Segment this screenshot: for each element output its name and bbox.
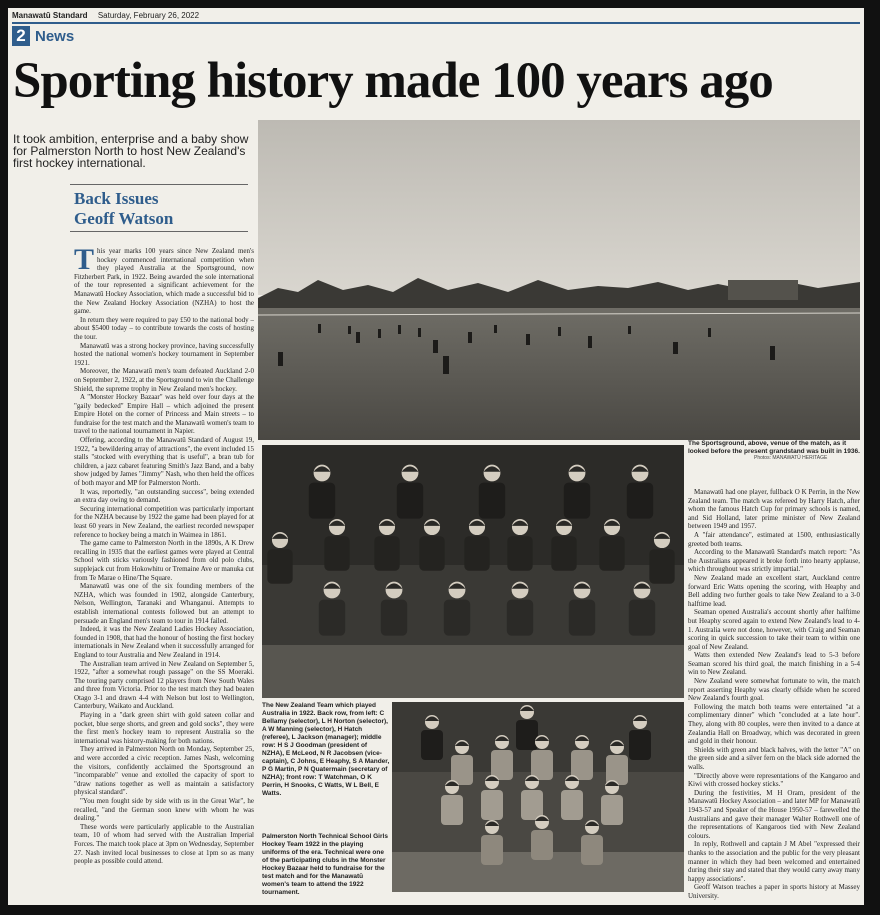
- article-paragraph: Offering, according to the Manawatū Standard of August 19, 1922, "a bewildering array of attractions", the event included 15 stalls "stocked with everything that is useful", a bran tub for children, a jazz cabaret featuring Smith's Jazz Band, and a baby show judged by James "Jimmy" Nash, who then held the offices of both mayor and MP for Palmerston North.: [74, 436, 254, 488]
- girls-team-image: [392, 702, 684, 892]
- article-paragraph: "Directly above were representations of the Kangaroo and Kiwi with crossed hockey sticks.": [688, 771, 860, 789]
- sportsground-caption: The Sportsground, above, venue of the match, as it looked before the present grandstand was built in 1936.: [688, 440, 860, 455]
- article-paragraph: New Zealand made an excellent start, Auckland centre forward Eric Watts opening the scoring, with Heaphy and Bell adding two further goals to take New Zealand to a 3-0 halftime lead.: [688, 573, 860, 608]
- column-rule-top: [70, 184, 248, 185]
- article-paragraph: According to the Manawatū Standard's match report: "As the Australians appeared it broke forth into hearty applause, which throughout was strictly impartial.": [688, 548, 860, 574]
- column-rule-bottom: [70, 231, 248, 232]
- article-paragraph: Moreover, the Manawatū men's team defeated Auckland 2-0 on September 2, 1922, at the Sportsground to win the Challenge Shield, the supreme trophy in New Zealand men's hockey.: [74, 367, 254, 393]
- masthead: [12, 11, 207, 20]
- article-paragraph: The Australian team arrived in New Zealand on September 5, 1922, "after a somewhat rough passage" on the SS Moeraki. The touring party comprised 12 players from New South Wales and three from Victoria. Prior to the test match they had beaten Otago 3-1 and drawn 4-4 with Nelson but lost to Wellington, Canterbury, Waikato and Auckland.: [74, 659, 254, 711]
- article-paragraph: Following the match both teams were entertained "at a complimentary dinner" which "concluded at a late hour". They, along with 80 couples, were then invited to a dance at Zealandia Hall on Broadway, which was decorated in green and gold in their honour.: [688, 702, 860, 746]
- nz-team-image: [262, 445, 684, 698]
- section-number: 2: [12, 26, 30, 46]
- nz-team-photo: [262, 445, 684, 698]
- girls-team-caption: Palmerston North Technical School Girls Hockey Team 1922 in the playing uniforms of the era. Technical were one of the participating clubs in the Monster Hockey Bazaar held to fundraise for the test match and for the Manawatū women's team to attend the 1922 tournament.: [262, 833, 388, 896]
- photo-credit: Photos: MANAWATŪ HERITAGE: [754, 455, 828, 461]
- column-title: Back Issues: [74, 189, 159, 208]
- sportsground-image: [258, 120, 860, 440]
- article-paragraph: The game came to Palmerston North in the 1890s, A K Drew recalling in 1935 that the earliest games were played at Central School with sticks variously fashioned from old polo clubs, supplejack cut from Hokowhitu or Tremaine Ave or manuka cut from Te Marae o Hine/The Square.: [74, 539, 254, 582]
- article-paragraph: Watts then extended New Zealand's lead to 5-3 before Seaman scored his third goal, the match finishing in a 5-4 win to New Zealand.: [688, 651, 860, 677]
- girls-team-photo: [392, 702, 684, 892]
- article-paragraph: These words were particularly applicable to the Australian team, 10 of whom had served with the Australian Imperial Forces. The match took place at 3pm on Wednesday, September 27. Nash invited local businesses to close at 1pm so as many people as possible could attend.: [74, 822, 254, 866]
- article-body-right: [688, 488, 860, 900]
- article-paragraph: In return they were required to pay £50 to the national body – about $5400 today – to contribute towards the costs of hosting the tour.: [74, 315, 254, 341]
- article-paragraph: Shields with green and black halves, with the letter "A" on the green side and a silver fern on the black side adorned the walls.: [688, 745, 860, 771]
- article-paragraph: It was, reportedly, "an outstanding success", being extended an extra day owing to demand.: [74, 487, 254, 505]
- masthead-date: Saturday, February 26, 2022: [97, 11, 200, 20]
- article-body-left: [74, 247, 254, 902]
- article-paragraph: Playing in a "dark green shirt with gold sateen collar and pocket, blue serge shorts, and green and gold socks", they were the first men's hockey team to represent Australia so the international was history-making for both nations.: [74, 711, 254, 745]
- article-paragraph: During the festivities, M H Oram, president of the Manawatū Hockey Association – and later MP for Manawatū 1943-57 and Speaker of the House 1950-57 – farewelled the Australians and gave their manager Walter Rothwell one of the representations of Kangaroos tied with New Zealand colours.: [688, 788, 860, 840]
- nz-team-caption: The New Zealand Team which played Australia in 1922. Back row, from left: C Bellamy (selector), L H Norton (selector), A W Manning (selector), H Hatch (referee), L Jackson (manager); middle row: H S J Goodman (president of NZHA), E McLeod, N R Jacobsen (vice-captain), C Johns, E Heaphy, S A Mander, P G Martin, P N Quatermain (secretary of NZHA); front row: T Watchman, O K Perrin, H Snooks, C Watts, W L Bell, E Watts.: [262, 702, 390, 797]
- standfirst: It took ambition, enterprise and a baby show for Palmerston North to host New Zealand's first hockey international.: [13, 132, 249, 170]
- article-paragraph: This year marks 100 years since New Zealand men's hockey commenced international competition when they played Australia at the Sportsground, now Fitzherbert Park, in 1922. Being awarded the sole international of the tour represented a significant achievement for the Manawatū Hockey Association, which made a successful bid to the New Zealand Hockey Association (NZHA) to host the game.: [74, 247, 254, 316]
- newspaper-page: [8, 8, 864, 905]
- article-paragraph: Manawatū was a strong hockey province, having successfully hosted the national women's hockey tournament in September 1921.: [74, 341, 254, 367]
- sportsground-photo: [258, 120, 860, 440]
- page-headline: Sporting history made 100 years ago: [13, 53, 773, 109]
- article-paragraph: They arrived in Palmerston North on Monday, September 25, and were accorded a civic reception. James Nash, welcoming the visitors, confidently acclaimed the Sportsground an "incomparable" venue and extolled the capacity of sport to "draw nations together as well as maintain a satisfactory physical standard".: [74, 745, 254, 797]
- article-paragraph: Securing international competition was particularly important for the NZHA because by 1922 the game had been played for at least 60 years in New Zealand, the earliest recorded newspaper reference to hockey being a match in Waimea in 1861.: [74, 504, 254, 539]
- article-paragraph: New Zealand were somewhat fortunate to win, the match report asserting Heaphy was clearly offside when he scored New Zealand's fourth goal.: [688, 677, 860, 703]
- article-paragraph: In reply, Rothwell and captain J M Abel "expressed their thanks to the association and the public for the very pleasant manner in which they had been welcomed and entertained during their stay and stated that they would carry away many happy associations".: [688, 840, 860, 883]
- article-paragraph: Geoff Watson teaches a paper in sports history at Massey University.: [688, 883, 860, 900]
- masthead-paper: Manawatū Standard: [12, 11, 88, 20]
- article-paragraph: Seaman opened Australia's account shortly after halftime but Heaphy scored again to extend New Zealand's lead to 4-1. Australia were not done, however, with Craig and Seaman scoring in quick succession to take their team to within one goal of New Zealand.: [688, 608, 860, 651]
- drop-cap: T: [74, 247, 95, 276]
- article-paragraph: A "Monster Hockey Bazaar" was held over four days at the "gaily bedecked" Empire Hall – which adjoined the present Empire Hotel on the corner of Princess and Main streets – to fundraise for the test match and the Manawatū women's team to travel to the national tournament in Napier.: [74, 393, 254, 436]
- column-author: Geoff Watson: [74, 209, 174, 228]
- article-paragraph: Manawatū was one of the six founding members of the NZHA, which was founded in 1902, alongside Canterbury, Nelson, Wellington, Taranaki and Whanganui. Attempts to establish international contests followed but an attempt to persuade an England men's team to tour in 1914 failed.: [74, 582, 254, 625]
- article-paragraph: Manawatū had one player, fullback O K Perrin, in the New Zealand team. The match was refereed by Harry Hatch, after whom the famous Hatch Cup for primary schools is named, and Sid Holland, later prime minister of New Zealand between 1949 and 1957.: [688, 488, 860, 531]
- article-paragraph: A "fair attendance", estimated at 1500, enthusiastically greeted both teams.: [688, 530, 860, 548]
- section-name: News: [35, 28, 75, 45]
- article-paragraph: Indeed, it was the New Zealand Ladies Hockey Association, founded in 1908, that had the honour of hosting the first hockey internationals in New Zealand when it successfully arranged for England to tour Australia and New Zealand in 1914.: [74, 625, 254, 659]
- article-paragraph: "You men fought side by side with us in the Great War", he recalled, "and the German soon knew with whom he was dealing.": [74, 797, 254, 823]
- top-rule: [12, 22, 860, 24]
